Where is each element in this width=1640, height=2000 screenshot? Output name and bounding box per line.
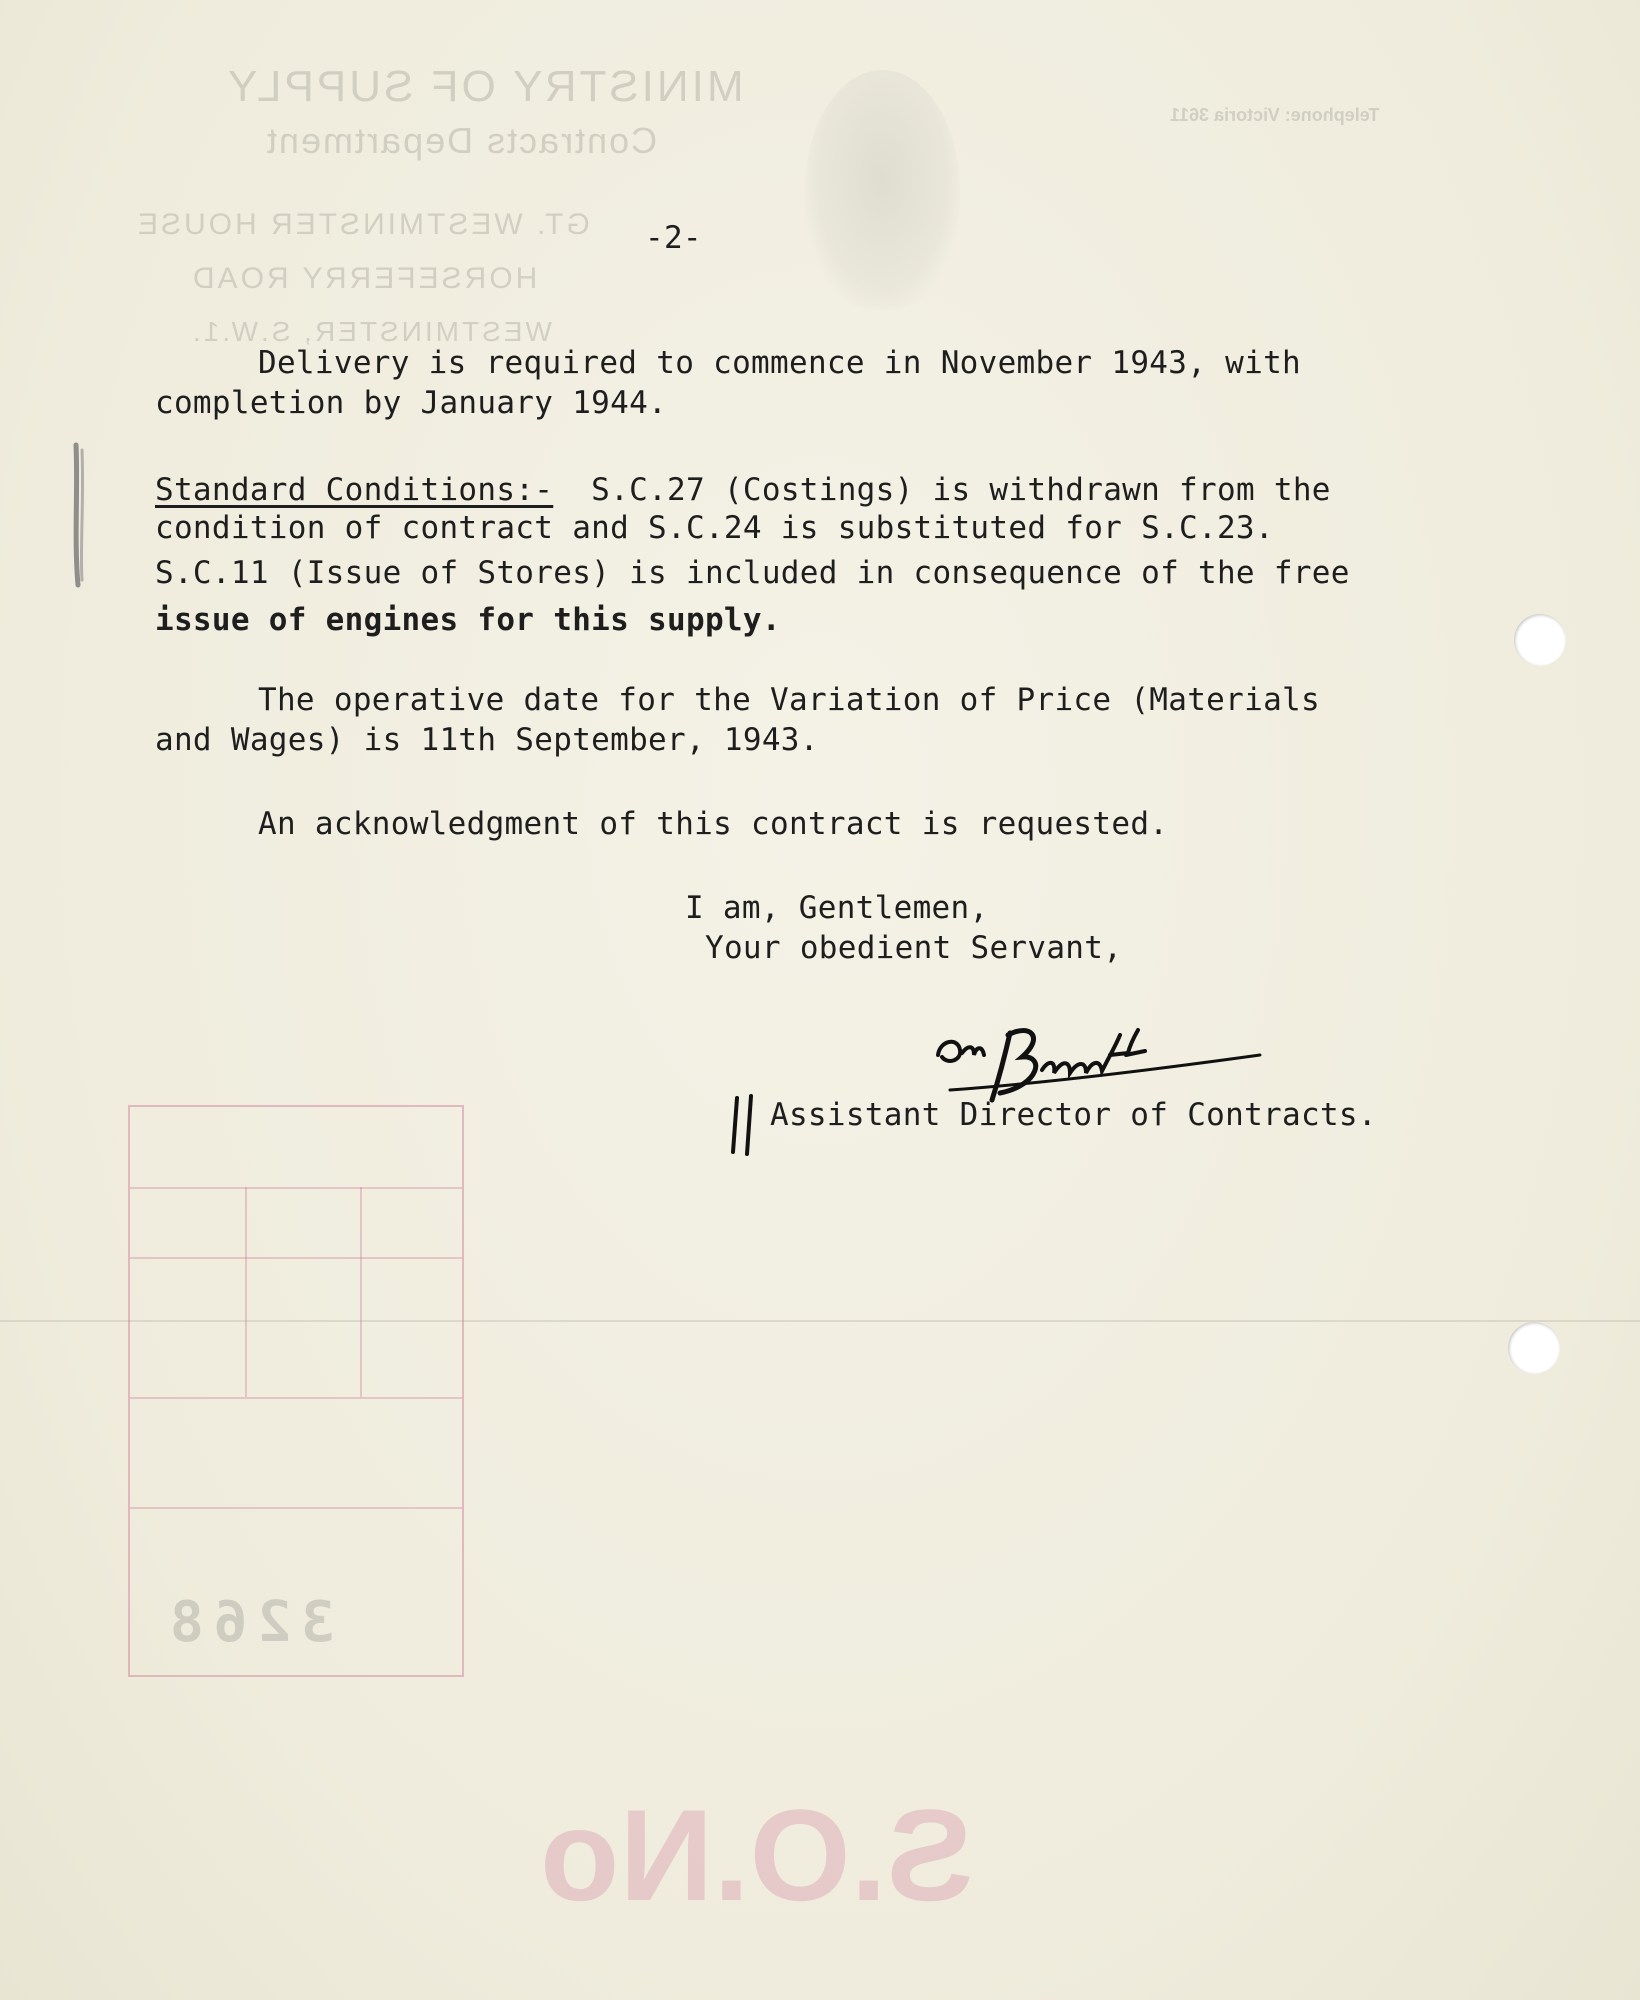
slash-mark [725,1090,765,1160]
stamp-col-line [245,1187,247,1397]
punch-hole [1508,1322,1560,1374]
signatory-title: Assistant Director of Contracts. [770,1097,1377,1133]
delivery-line-1: Delivery is required to commence in November 1943, with [258,345,1301,381]
page-number: -2- [645,220,702,256]
bleed-road: HORSEFERRY ROAD [190,262,538,295]
stamp-row-line [130,1257,462,1259]
punch-hole [1514,614,1566,666]
conditions-line-3: S.C.11 (Issue of Stores) is included in consequence of the free [155,555,1350,591]
bleed-telephone: Telephone: Victoria 3611 [1170,105,1380,125]
pencil-margin-mark [70,440,88,590]
bleed-house: GT. WESTMINSTER HOUSE [135,208,590,241]
bleed-department: Contracts Department [265,120,658,161]
crest-watermark [805,70,960,310]
conditions-line-4: issue of engines for this supply. [155,602,781,638]
fold-crease [0,1320,1640,1322]
conditions-line-1 [155,470,1331,510]
delivery-line-2: completion by January 1944. [155,385,668,421]
bleed-ministry: MINISTRY OF SUPPLY [225,62,744,111]
stamp-row-line [130,1507,462,1509]
stamp-col-line [360,1187,362,1397]
closing-line-2: Your obedient Servant, [705,930,1123,966]
bleed-stamp: S.O.No [540,1782,974,1928]
conditions-line-2: condition of contract and S.C.24 is substituted for S.C.23. [155,510,1274,546]
stamp-row-line [130,1187,462,1189]
bleed-location: WESTMINSTER, S.W.1. [190,316,552,347]
variation-line-2: and Wages) is 11th September, 1943. [155,722,819,758]
conditions-heading: Standard Conditions:- [155,472,554,508]
acknowledgment-line: An acknowledgment of this contract is requested. [258,806,1169,842]
variation-line-1: The operative date for the Variation of Price (Materials [258,682,1320,718]
conditions-line-1-text: S.C.27 (Costings) is withdrawn from the [553,472,1331,508]
closing-line-1: I am, Gentlemen, [685,890,989,926]
bleed-number: 3268 [160,1590,335,1655]
stamp-row-line [130,1397,462,1399]
